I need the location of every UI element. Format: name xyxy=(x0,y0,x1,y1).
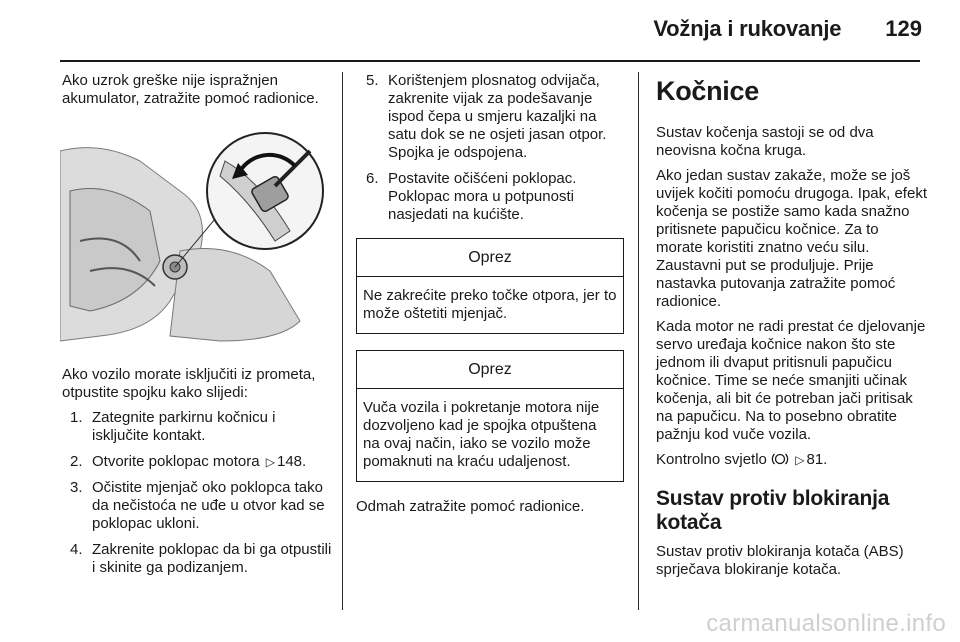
section-heading: Kočnice xyxy=(656,76,759,106)
step-number: 5. xyxy=(366,72,379,89)
paragraph: Sustav kočenja sastoji se od dva neovisna kočna kruga. xyxy=(656,124,874,159)
caution-box xyxy=(356,350,624,482)
paragraph: Ako uzrok greške nije ispražnjen akumulator, zatražite pomoć radionice. xyxy=(62,72,319,107)
paragraph: Odmah zatražite pomoć radionice. xyxy=(356,498,585,515)
column-divider xyxy=(342,72,343,610)
step-text: Očistite mjenjač oko poklopca tako da nečistoća ne uđe u otvor kad se poklopac ukloni. xyxy=(92,479,325,532)
header-rule xyxy=(60,60,920,62)
triangle-right-icon: ▷ xyxy=(265,455,275,469)
section-heading: Sustav protiv blokiranja kotača xyxy=(656,487,890,534)
paragraph: Sustav protiv blokiranja kotača (ABS) sprječava blokiranje kotača. xyxy=(656,543,904,578)
brake-warning-lamp-icon xyxy=(771,452,789,466)
list-item xyxy=(62,453,336,471)
transmission-cover-illustration xyxy=(60,131,332,343)
list-item xyxy=(356,72,626,162)
steps-list xyxy=(356,72,626,224)
step-text: Zategnite parkirnu kočnicu i isključite kontakt. xyxy=(92,409,276,444)
list-item xyxy=(62,479,336,533)
step-text: Otvorite poklopac motora xyxy=(92,453,260,470)
paragraph: Ako vozilo morate isključiti iz prometa, otpustite spojku kako slijedi: xyxy=(62,366,316,401)
step-number: 1. xyxy=(70,409,83,426)
caution-heading: Oprez xyxy=(357,351,623,389)
paragraph-text: Kontrolno svjetlo xyxy=(656,451,767,468)
paragraph xyxy=(656,451,928,469)
step-text: Zakrenite poklopac da bi ga otpustili i skinite ga podizanjem. xyxy=(92,541,332,576)
steps-list xyxy=(62,409,336,577)
column-2 xyxy=(356,72,626,523)
list-item xyxy=(62,541,336,577)
page-number: 129 xyxy=(885,16,922,41)
column-3 xyxy=(656,72,928,586)
page-header xyxy=(653,16,922,52)
column-1 xyxy=(62,72,336,585)
page-ref[interactable]: 148. xyxy=(276,453,307,470)
column-divider xyxy=(638,72,639,610)
caution-text: Vuča vozila i pokretanje motora nije dozvoljeno kad je spojka otpuštena na ovaj način, iako se vozilo može pomaknuti na kraću udaljenost. xyxy=(363,399,600,470)
paragraph: Ako jedan sustav zakaže, može se još uvijek kočiti pomoću drugoga. Ipak, efekt kočenja se postiže samo kada snažno pritisnete papučicu kočnice. Za to morate koristiti znatno veću silu. Zaustavni put se produljuje. Prije nastavka putovanja zatražite pomoć radionice. xyxy=(656,167,927,310)
paragraph: Kada motor ne radi prestat će djelovanje servo uređaja kočnice nakon što ste jednom ili dvaput pritisnuli papučicu kočnice. Time se neće smanjiti učinak kočenja, ali bit će potreban jači pritisak na papučicu. Na to posebno obratite pažnju kod vuče vozila. xyxy=(656,318,926,443)
caution-heading: Oprez xyxy=(357,239,623,277)
step-number: 4. xyxy=(70,541,83,558)
caution-text: Ne zakrećite preko točke otpora, jer to može oštetiti mjenjač. xyxy=(363,287,617,322)
caution-box xyxy=(356,238,624,334)
chapter-title: Vožnja i rukovanje xyxy=(653,16,842,41)
list-item xyxy=(356,170,626,224)
step-number: 6. xyxy=(366,170,379,187)
step-text: Korištenjem plosnatog odvijača, zakrenite vijak za podešavanje ispod čepa u smjeru kazaljki na satu dok se ne osjeti jasan otpor. Spojka je odspojena. xyxy=(388,72,607,161)
step-text: Postavite očišćeni poklopac. Poklopac mora u potpunosti nasjedati na kućište. xyxy=(388,170,577,223)
step-number: 3. xyxy=(70,479,83,496)
step-number: 2. xyxy=(70,453,83,470)
list-item xyxy=(62,409,336,445)
page-ref[interactable]: 81. xyxy=(806,451,828,468)
watermark: carmanualsonline.info xyxy=(706,610,946,637)
triangle-right-icon: ▷ xyxy=(795,453,805,467)
